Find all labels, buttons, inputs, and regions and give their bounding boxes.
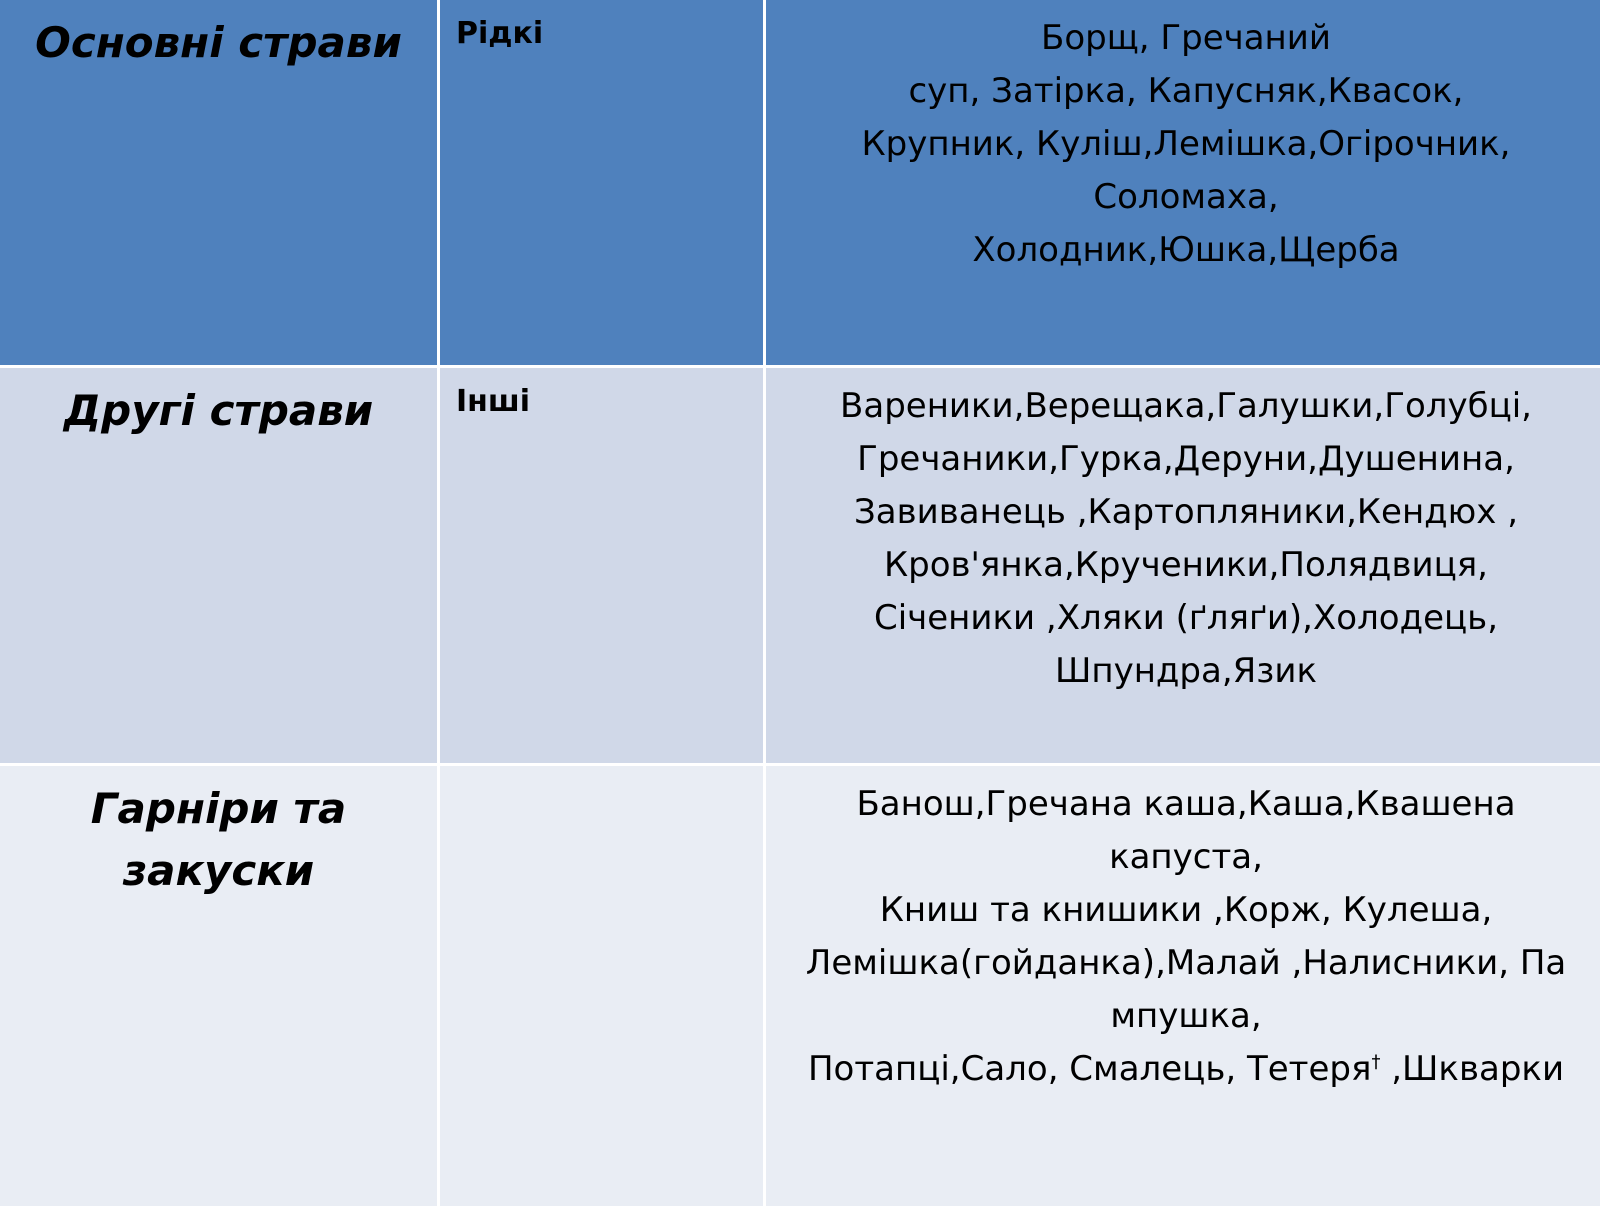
dish-line: Крупник, Куліш,Лемішка,Огірочник, [861, 124, 1511, 164]
dishes-cell-sides [766, 766, 1600, 1206]
category-label: Гарніри та [90, 784, 347, 833]
dish-line: Соломаха, [1093, 177, 1279, 217]
dish-line: капуста, [1109, 837, 1263, 877]
subcategory-cell-liquid [440, 0, 763, 365]
dagger-mark: † [1371, 1051, 1381, 1073]
subcategory-cell-other [440, 368, 763, 763]
category-label: Другі страви [63, 386, 374, 435]
dishes-cell-main [766, 0, 1600, 365]
dish-line: суп, Затірка, Капусняк,Квасок, [908, 71, 1464, 111]
dish-line-last [780, 1043, 1592, 1096]
category-label: Основні страви [35, 18, 402, 67]
subcategory-label: Інші [456, 384, 531, 419]
dish-text: ,Шкварки [1380, 1049, 1565, 1089]
dish-line: Завиванець ,Картопляники,Кендюх , [853, 492, 1519, 532]
dish-text: Потапці,Сало, Смалець, Тетеря [807, 1049, 1372, 1089]
dish-line: Лемішка(гойданка),Малай ,Налисники, Па [805, 943, 1567, 983]
dishes-cell-second [766, 368, 1600, 763]
dish-line: Книш та книшики ,Корж, Кулеша, [879, 890, 1493, 930]
dish-line: Січеники ,Хляки (ґляґи),Холодець, [873, 598, 1499, 638]
dish-line: Вареники,Верещака,Галушки,Голубці, [840, 386, 1532, 426]
dish-line: Гречаники,Гурка,Деруни,Душенина, [857, 439, 1515, 479]
dish-line: Кров'янка,Крученики,Полядвиця, [884, 545, 1488, 585]
category-cell-sides [0, 766, 437, 1206]
category-cell-second [0, 368, 437, 763]
subcategory-label: Рідкі [456, 16, 544, 51]
dish-line: Борщ, Гречаний [1041, 18, 1331, 58]
dish-line: Банош,Гречана каша,Каша,Квашена [856, 784, 1516, 824]
category-label: закуски [122, 846, 315, 895]
dish-line: Холодник,Юшка,Щерба [972, 230, 1400, 270]
category-cell-main [0, 0, 437, 365]
dish-line: мпушка, [1110, 996, 1262, 1036]
subcategory-cell-empty [440, 766, 763, 1206]
dish-line: Шпундра,Язик [1054, 651, 1317, 691]
